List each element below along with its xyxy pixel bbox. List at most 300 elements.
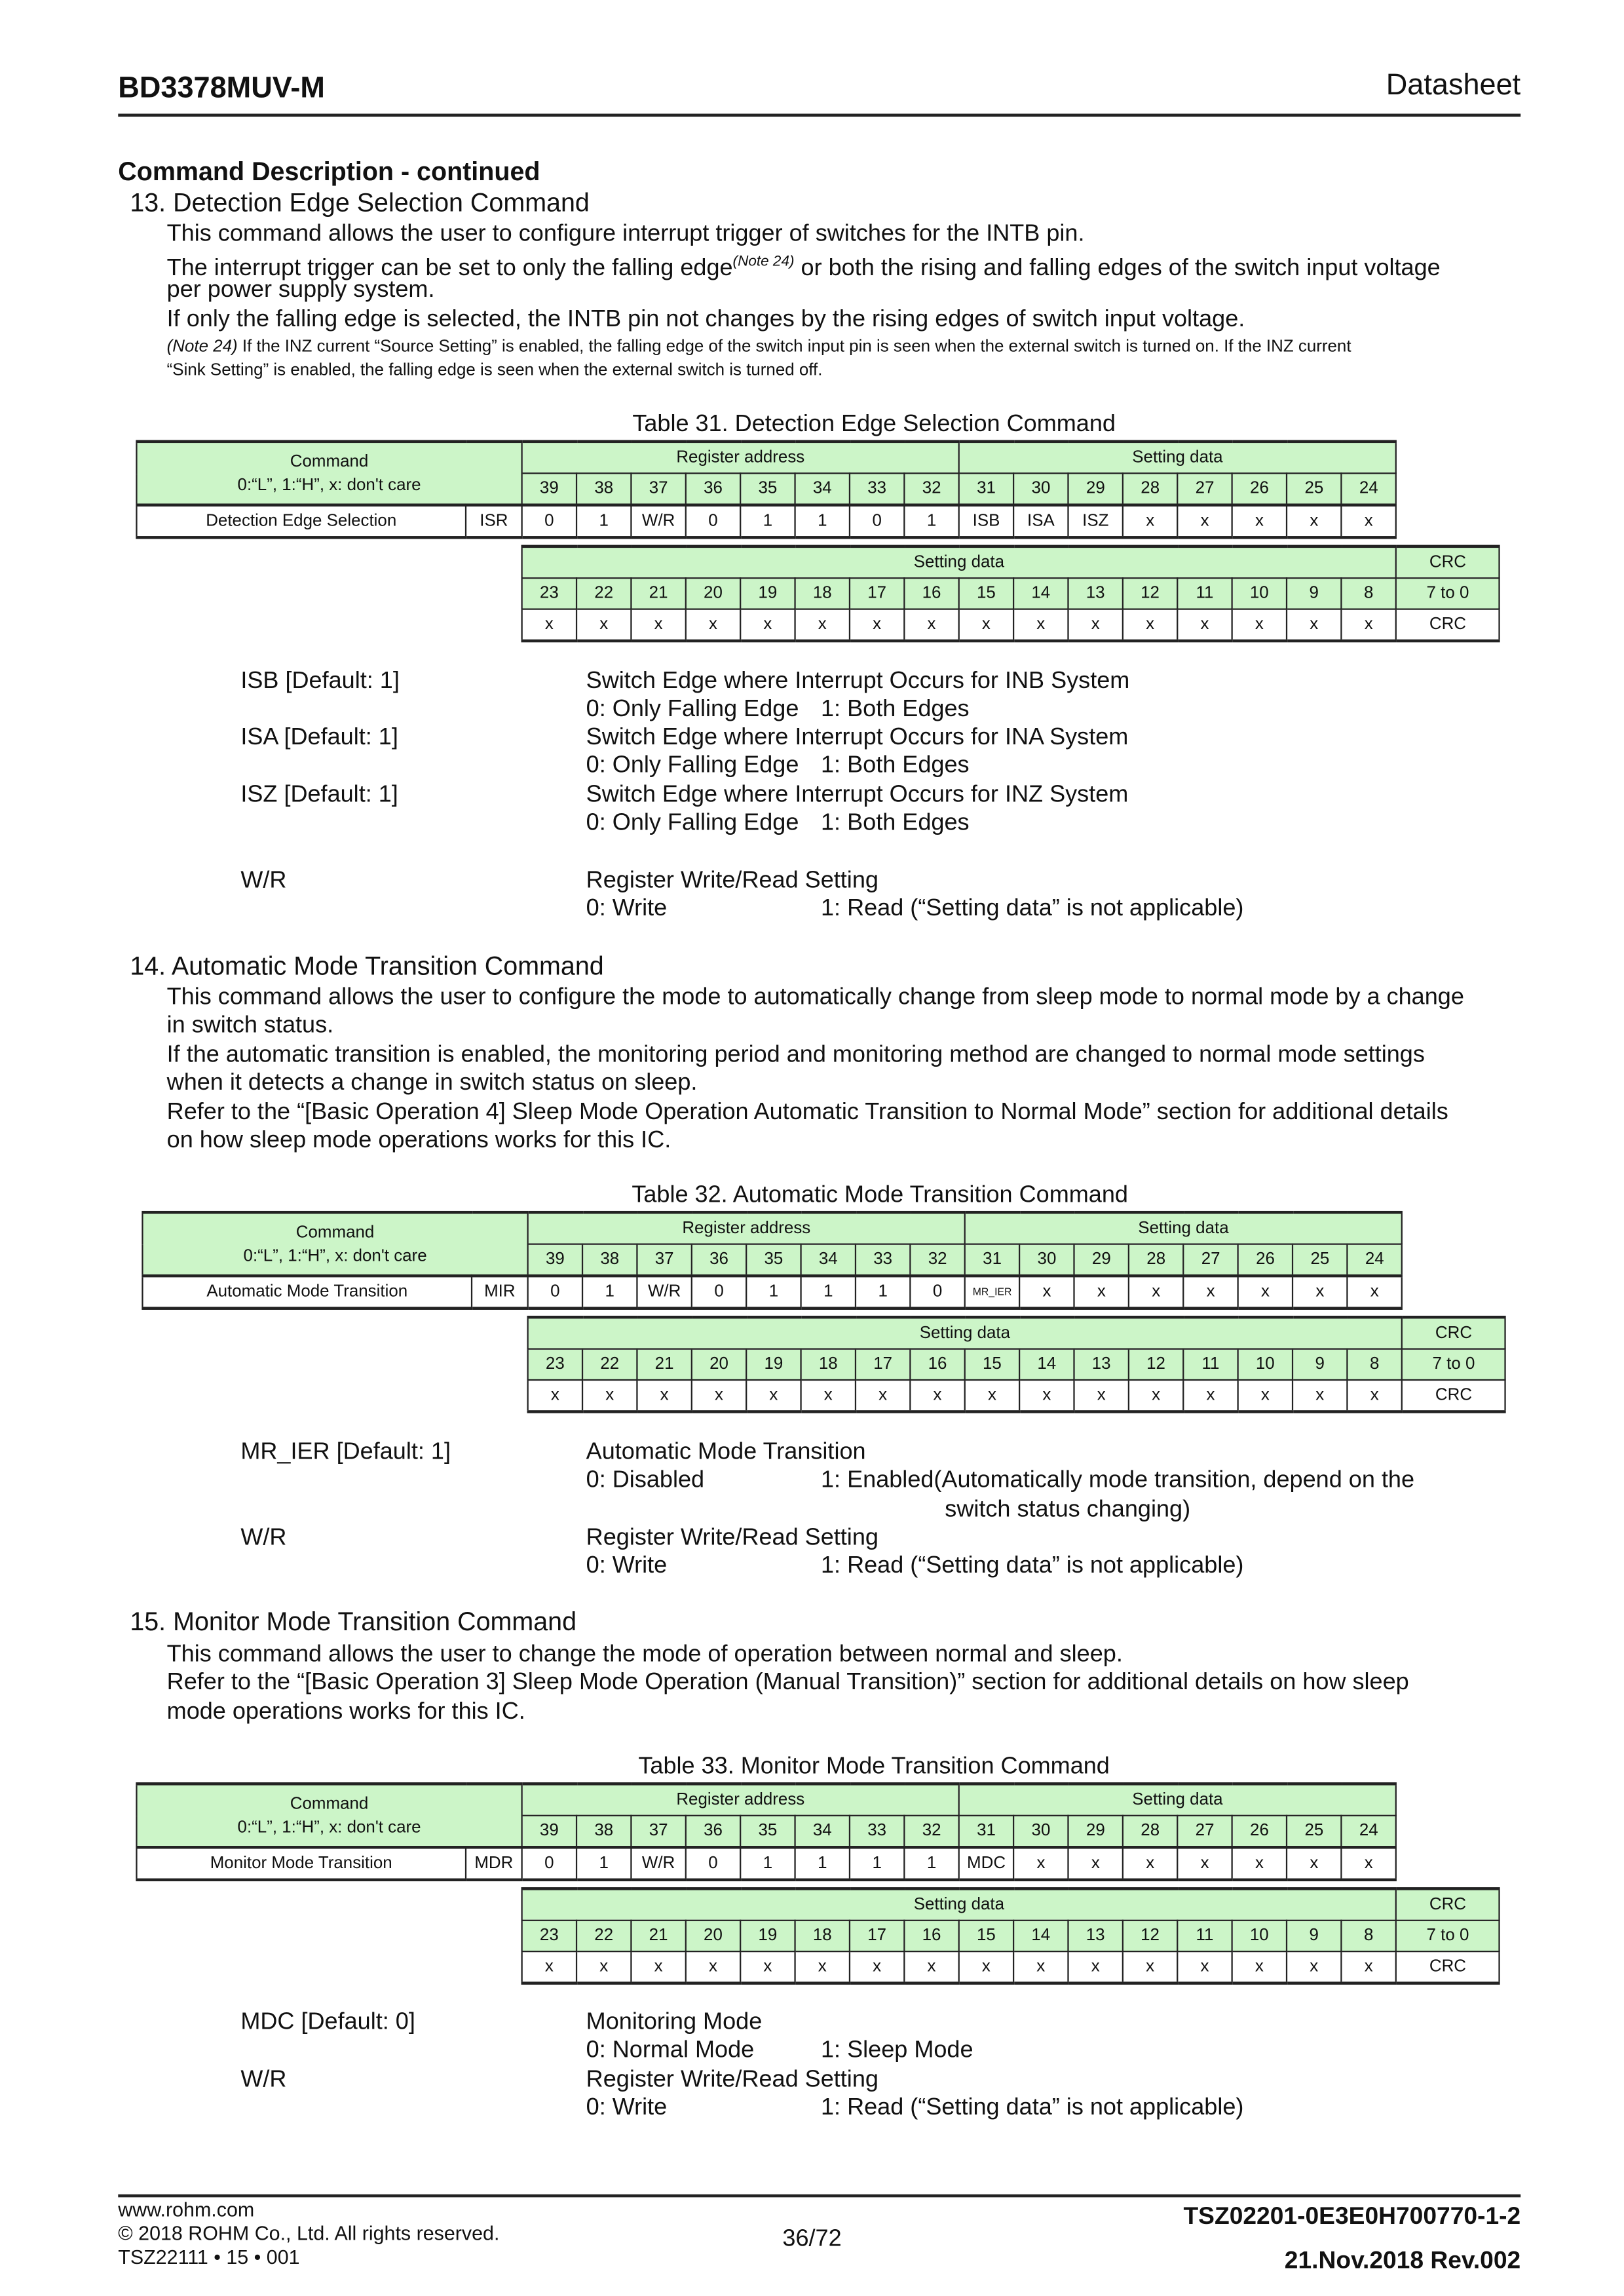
table-cell: x [1123,1847,1177,1880]
table-cell: x [1019,1380,1074,1411]
table-cell: x [1232,1847,1287,1880]
table-cell: 24 [1348,1244,1402,1276]
table-cell: W/R [631,505,685,538]
table-cell: x [576,609,631,641]
table-cell: 35 [746,1244,801,1276]
table-cell: 11 [1177,1921,1232,1951]
table-cell: x [1287,505,1341,538]
table-cell: 8 [1341,578,1396,609]
table-cell: 23 [528,1349,582,1380]
s15-heading: 15. Monitor Mode Transition Command [130,1606,577,1636]
table-cell: x [740,1951,795,1983]
table-cell: 10 [1232,578,1287,609]
setting-data-table [527,1316,1506,1413]
table-cell: 0 [686,505,740,538]
table-cell: 24 [1342,473,1396,505]
table-cell: 19 [746,1349,801,1380]
table-cell: 38 [582,1244,637,1276]
table-cell: x [528,1380,582,1411]
table-cell: x [850,1951,904,1983]
param-label: W/R [240,868,287,894]
text: The interrupt trigger can be set to only the falling edge [166,256,733,281]
table-cell: x [1232,609,1287,641]
table-cell: ISZ [1068,505,1123,538]
table-cell: 7 to 0 [1402,1349,1505,1380]
table-cell: x [1177,505,1232,538]
table-cell: 1 [904,1847,959,1880]
table-cell: x [795,609,850,641]
param-value-1: 1: Both Edges [821,754,970,779]
table-cell: 8 [1347,1349,1402,1380]
table-cell: 29 [1068,473,1123,505]
table-cell: 22 [576,1921,631,1951]
table-cell: x [1183,1380,1237,1411]
table-cell: x [637,1380,691,1411]
doc-type-label: Datasheet [1386,69,1521,102]
table-cell: 30 [1019,1244,1074,1276]
table-cell: 23 [522,1921,576,1951]
table-cell: x [1068,1951,1122,1983]
table-cell: x [522,609,576,641]
table-cell: x [1129,1380,1183,1411]
table-cell: x [1123,1951,1177,1983]
table-cell: 37 [637,1244,691,1276]
table-cell: 28 [1123,1816,1177,1847]
param-desc: Register Write/Read Setting [586,2067,878,2093]
table-cell: 15 [959,1921,1013,1951]
header-divider [118,114,1520,117]
paragraph-line: If the automatic transition is enabled, the monitoring period and monitoring method are changed to normal mode settings [166,1042,1425,1067]
table-cell: 27 [1177,473,1232,505]
table-caption: Table 33. Monitor Mode Transition Command [638,1754,1110,1780]
s13-text: If only the falling edge is selected, the INTB pin not changes by the rising edges of switch input voltage. [166,307,1245,333]
param-label: ISZ [Default: 1] [240,782,398,808]
table-cell: x [1129,1276,1183,1309]
table-cell: x [1177,1951,1232,1983]
table-cell: 9 [1287,578,1341,609]
table-cell: Register address [528,1212,965,1244]
table-cell: Setting data [959,442,1396,473]
param-label: MR_IER [Default: 1] [240,1440,451,1465]
doc-title: BD3378MUV-M [118,72,325,105]
table-cell: 30 [1013,473,1068,505]
param-label: W/R [240,2067,287,2093]
note-label: (Note 24) [166,338,238,356]
table-cell: 26 [1232,1816,1287,1847]
table-cell: 31 [959,1816,1013,1847]
table-cell: 17 [850,1921,904,1951]
s14-heading: 14. Automatic Mode Transition Command [130,951,604,981]
setting-data-table [521,1887,1500,1985]
paragraph-line: This command allows the user to configure the mode to automatically change from sleep mode to normal mode by a change [166,985,1464,1010]
table-cell: 0 [850,505,904,538]
table-cell: 8 [1341,1921,1396,1951]
table-cell: 0 [522,1847,576,1880]
table-cell: x [1287,609,1341,641]
note-ref: (Note 24) [732,254,795,271]
table-cell: 9 [1287,1921,1341,1951]
table-cell: 39 [522,473,576,505]
table-cell: 28 [1123,473,1177,505]
table-cell: x [1123,505,1177,538]
page-number: 36/72 [782,2227,842,2252]
paragraph-line: mode operations works for this IC. [166,1699,525,1725]
table-cell: 1 [582,1276,637,1309]
table-cell: Setting data [522,546,1396,578]
text: or both the rising and falling edges of the switch input voltage [794,256,1441,281]
param-desc: Switch Edge where Interrupt Occurs for INB System [586,668,1130,695]
table-cell: 13 [1074,1349,1128,1380]
text: 0:“L”, 1:“H”, x: don't care [237,1818,421,1837]
table-cell: 22 [582,1349,637,1380]
table-cell: 0 [686,1847,740,1880]
param-desc: Switch Edge where Interrupt Occurs for INZ System [586,782,1129,808]
table-cell: 27 [1183,1244,1237,1276]
table-cell: 26 [1232,473,1287,505]
param-value-0: 0: Only Falling Edge [586,697,799,723]
table-cell: 33 [850,473,904,505]
table-cell: 24 [1342,1816,1396,1847]
table-cell: Monitor Mode Transition [136,1847,466,1880]
table-cell: 35 [740,1816,795,1847]
param-value-0: 0: Write [586,1554,668,1579]
table-cell: 25 [1293,1244,1347,1276]
text: 0:“L”, 1:“H”, x: don't care [243,1247,427,1265]
table-cell: W/R [637,1276,691,1309]
note-text: “Sink Setting” is enabled, the falling edge is seen when the external switch is turned off. [166,362,823,380]
table-cell: x [1232,505,1287,538]
table-cell: 16 [904,578,958,609]
table-cell: 14 [1013,1921,1068,1951]
table-cell: 39 [528,1244,582,1276]
table-cell: 16 [904,1921,958,1951]
note-text: If the INZ current “Source Setting” is enabled, the falling edge of the switch input pin is seen when the external switch is turned on. If the INZ current [237,338,1351,356]
table-cell: x [1068,609,1122,641]
table-cell: ISA [1013,505,1068,538]
table-cell: x [692,1380,746,1411]
table-cell: Detection Edge Selection [136,505,466,538]
param-value-0: 0: Normal Mode [586,2038,755,2063]
table-cell: x [1293,1380,1347,1411]
table-cell: 11 [1183,1349,1237,1380]
param-value-0: 0: Disabled [586,1468,705,1494]
table-cell: MR_IER [965,1276,1019,1309]
table-cell: 10 [1232,1921,1287,1951]
table-cell: x [959,1951,1013,1983]
table-cell: 1 [576,505,631,538]
table-cell: 20 [686,578,740,609]
table-cell: x [1342,1847,1396,1880]
table-cell: 18 [795,578,850,609]
param-value-1: 1: Both Edges [821,697,970,723]
table-cell: 33 [856,1244,910,1276]
table-cell: x [1177,1847,1232,1880]
table-cell: x [740,609,795,641]
param-label: ISA [Default: 1] [240,725,398,750]
table-cell: 26 [1238,1244,1293,1276]
footer-copyright: © 2018 ROHM Co., Ltd. All rights reserved. [118,2222,500,2245]
s13-heading: 13. Detection Edge Selection Command [130,187,590,218]
table-cell: 29 [1074,1244,1129,1276]
table-cell: 21 [631,578,685,609]
table-cell: 23 [522,578,576,609]
table-cell: 19 [740,1921,795,1951]
doc-date: 21.Nov.2018 Rev.002 [1284,2247,1521,2274]
table-caption: Table 32. Automatic Mode Transition Command [632,1183,1128,1208]
table-cell: 16 [910,1349,964,1380]
table-cell: 1 [904,505,959,538]
table-cell: x [904,609,958,641]
table-cell: CRC [1402,1317,1505,1349]
table-cell: 1 [740,1847,795,1880]
table-cell: 9 [1293,1349,1347,1380]
table-cell: 19 [740,578,795,609]
table-cell: 1 [746,1276,801,1309]
table-cell: x [631,609,685,641]
table-cell: 14 [1019,1349,1074,1380]
table-cell: MDC [959,1847,1013,1880]
table-cell: CRC [1402,1380,1505,1411]
table-cell: 1 [795,505,850,538]
param-value-1: 1: Read (“Setting data” is not applicable) [821,1554,1244,1579]
text: 0:“L”, 1:“H”, x: don't care [237,476,421,494]
table-cell: 0 [528,1276,582,1309]
param-value-1: 1: Read (“Setting data” is not applicable) [821,2095,1244,2121]
table-cell: 32 [904,473,959,505]
table-cell: x [1177,609,1232,641]
table-cell: x [1341,609,1396,641]
table-cell: 34 [795,473,850,505]
table-cell: 7 to 0 [1396,578,1500,609]
table-cell: 10 [1238,1349,1293,1380]
table-cell: x [686,609,740,641]
table-cell: 17 [850,578,904,609]
table-cell: 0 [910,1276,965,1309]
table-cell: MDR [466,1847,522,1880]
table-cell: 12 [1123,1921,1177,1951]
table-cell: 0 [522,505,576,538]
table-cell: Register address [522,442,959,473]
table-cell: 14 [1013,578,1068,609]
param-value-1: 1: Sleep Mode [821,2038,973,2063]
paragraph-line: This command allows the user to change the mode of operation between normal and sleep. [166,1642,1123,1668]
table-cell: 38 [576,1816,631,1847]
table-cell: 37 [631,473,685,505]
note-24 [167,337,1351,359]
table-caption: Table 31. Detection Edge Selection Command [632,411,1116,438]
table-cell: x [910,1380,964,1411]
command-table [136,440,1397,539]
table-cell: 7 to 0 [1396,1921,1500,1951]
table-cell: ISB [959,505,1013,538]
table-cell: 30 [1013,1816,1068,1847]
table-cell: 36 [692,1244,746,1276]
command-header [136,442,521,505]
setting-data-table [521,545,1500,643]
table-cell: x [1019,1276,1074,1309]
table-cell: x [1341,1951,1396,1983]
footer-divider [118,2194,1520,2198]
table-cell: x [904,1951,958,1983]
table-cell: x [1013,609,1068,641]
param-value-0: 0: Only Falling Edge [586,754,799,779]
table-cell: 25 [1287,473,1341,505]
table-cell: x [1074,1276,1129,1309]
table-cell: 39 [522,1816,576,1847]
doc-number: TSZ02201-0E3E0H700770-1-2 [1183,2203,1521,2230]
table-cell: 27 [1177,1816,1232,1847]
table-cell: x [631,1951,685,1983]
table-cell: 15 [959,578,1013,609]
table-cell: x [1013,1847,1068,1880]
table-cell: x [1347,1380,1402,1411]
table-cell: 32 [910,1244,965,1276]
table-cell: 15 [965,1349,1019,1380]
table-cell: 32 [904,1816,959,1847]
table-cell: Setting data [528,1317,1402,1349]
param-value-0: 0: Write [586,2095,668,2121]
table-cell: x [1342,505,1396,538]
table-cell: x [686,1951,740,1983]
table-cell: x [1238,1380,1293,1411]
table-cell: MIR [472,1276,528,1309]
table-cell: 1 [795,1847,850,1880]
table-cell: x [1293,1276,1347,1309]
command-header [136,1784,521,1847]
table-cell: W/R [631,1847,685,1880]
table-cell: 31 [965,1244,1019,1276]
table-cell: x [576,1951,631,1983]
footer-url[interactable]: www.rohm.com [118,2198,255,2221]
command-table [142,1211,1403,1310]
table-cell: x [1232,1951,1287,1983]
table-cell: 33 [850,1816,904,1847]
table-cell: CRC [1396,1951,1500,1983]
table-cell: x [801,1380,856,1411]
table-cell: 12 [1123,578,1177,609]
table-cell: x [795,1951,850,1983]
table-cell: 20 [692,1349,746,1380]
s13-text: This command allows the user to configure interrupt trigger of switches for the INTB pin. [166,221,1085,247]
table-cell: Automatic Mode Transition [142,1276,472,1309]
param-value-1: 1: Enabled(Automatically mode transition, depend on the [821,1468,1415,1494]
param-label: MDC [Default: 0] [240,2010,415,2035]
table-cell: x [965,1380,1019,1411]
table-cell: x [1287,1951,1341,1983]
paragraph-line: in switch status. [166,1013,334,1039]
text: Command [290,452,369,470]
param-value-0: 0: Only Falling Edge [586,811,799,837]
table-cell: x [850,609,904,641]
param-label: W/R [240,1525,287,1551]
table-cell: x [1013,1951,1068,1983]
table-cell: x [1183,1276,1237,1309]
table-cell: x [959,609,1013,641]
table-cell: 22 [576,578,631,609]
table-cell: 1 [576,1847,631,1880]
table-cell: 20 [686,1921,740,1951]
footer-code: TSZ22111 • 15 • 001 [118,2246,300,2268]
table-cell: ISR [466,505,522,538]
table-cell: 25 [1287,1816,1341,1847]
command-header [142,1212,527,1276]
table-cell: x [582,1380,637,1411]
param-label: ISB [Default: 1] [240,668,400,695]
paragraph-line: Refer to the “[Basic Operation 3] Sleep Mode Operation (Manual Transition)” section for additional details on how sleep [166,1670,1409,1696]
table-cell: 29 [1068,1816,1123,1847]
param-value-1: 1: Both Edges [821,811,970,837]
table-cell: Setting data [959,1784,1396,1815]
text: Command [295,1223,375,1242]
paragraph-line: Refer to the “[Basic Operation 4] Sleep Mode Operation Automatic Transition to Normal Mode” section for additional details [166,1100,1448,1125]
table-cell: x [1068,1847,1123,1880]
table-cell: 18 [795,1921,850,1951]
table-cell: 36 [686,1816,740,1847]
table-cell: 1 [740,505,795,538]
table-cell: 35 [740,473,795,505]
table-cell: 37 [631,1816,685,1847]
table-cell: x [1348,1276,1402,1309]
table-cell: CRC [1396,1888,1500,1920]
table-cell: x [1123,609,1177,641]
table-cell: x [1074,1380,1128,1411]
section-title: Command Description - continued [118,156,540,186]
param-desc: Switch Edge where Interrupt Occurs for INA System [586,725,1129,750]
param-desc: Register Write/Read Setting [586,1525,878,1551]
table-cell: x [856,1380,910,1411]
table-cell: CRC [1396,546,1500,578]
table-cell: 13 [1068,578,1122,609]
table-cell: x [746,1380,801,1411]
table-cell: 0 [692,1276,746,1309]
command-table [136,1782,1397,1881]
table-cell: 38 [576,473,631,505]
param-value-1: 1: Read (“Setting data” is not applicable) [821,896,1244,922]
table-cell: 34 [795,1816,850,1847]
param-desc: Monitoring Mode [586,2010,763,2035]
param-value-1-cont: switch status changing) [945,1497,1191,1522]
table-cell: 34 [801,1244,856,1276]
table-cell: CRC [1396,609,1500,641]
s13-text: per power supply system. [166,277,435,303]
table-cell: 36 [686,473,740,505]
table-cell: 18 [801,1349,856,1380]
table-cell: Register address [522,1784,959,1815]
paragraph-line: on how sleep mode operations works for this IC. [166,1128,671,1154]
table-cell: x [1287,1847,1341,1880]
table-cell: 28 [1129,1244,1183,1276]
table-cell: 13 [1068,1921,1122,1951]
table-cell: 12 [1129,1349,1183,1380]
param-desc: Register Write/Read Setting [586,868,878,894]
table-cell: 1 [850,1847,904,1880]
table-cell: 31 [959,473,1013,505]
table-cell: 1 [856,1276,910,1309]
table-cell: Setting data [522,1888,1396,1920]
table-cell: Setting data [965,1212,1402,1244]
table-cell: 21 [631,1921,685,1951]
table-cell: 21 [637,1349,691,1380]
param-value-0: 0: Write [586,896,668,922]
table-cell: 11 [1177,578,1232,609]
paragraph-line: when it detects a change in switch status on sleep. [166,1071,698,1096]
text: Command [290,1795,369,1813]
table-cell: 1 [801,1276,856,1309]
param-desc: Automatic Mode Transition [586,1440,866,1465]
table-cell: x [1238,1276,1293,1309]
table-cell: x [522,1951,576,1983]
table-cell: 17 [856,1349,910,1380]
